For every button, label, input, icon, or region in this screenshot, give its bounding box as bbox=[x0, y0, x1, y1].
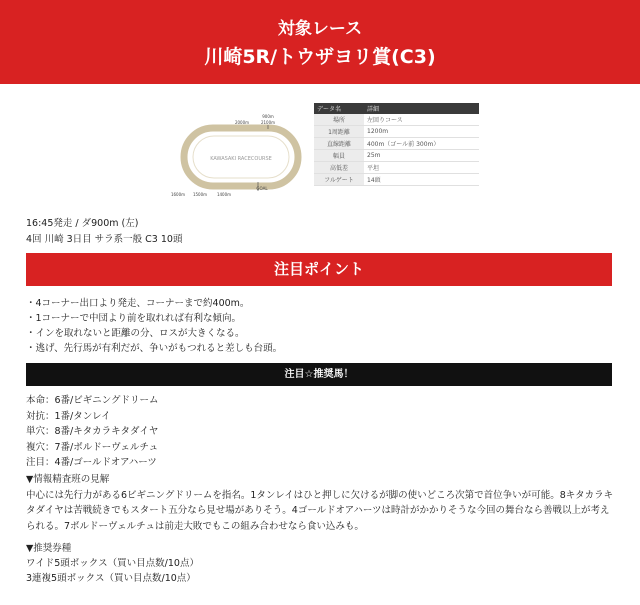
table-value: 14頭 bbox=[364, 174, 479, 186]
table-row bbox=[314, 174, 479, 186]
table-value: 400m（ゴール前 300m） bbox=[364, 138, 479, 150]
table-key: 高低差 bbox=[314, 162, 364, 174]
table-row bbox=[314, 114, 479, 126]
table-row bbox=[314, 162, 479, 174]
recommend-list bbox=[26, 393, 159, 471]
race-meeting-info: 4回 川崎 3日目 サラ系一般 C3 10頭 bbox=[26, 234, 183, 245]
mark-2000m: 2000m bbox=[234, 120, 250, 125]
course-map bbox=[160, 110, 310, 210]
ticket-item: 3連複5頭ボックス（買い目点数/10点） bbox=[26, 573, 196, 584]
list-item: 本命：6番/ビギニングドリーム bbox=[26, 395, 159, 406]
mark-2100m: 2100m bbox=[260, 120, 276, 125]
course-info-table bbox=[314, 103, 479, 186]
tickets-heading: ▼推奨券種 bbox=[26, 543, 72, 554]
mark-900m: 900m bbox=[262, 114, 274, 119]
table-value: 25m bbox=[364, 150, 479, 162]
table-key: フルゲート bbox=[314, 174, 364, 186]
banner-subtitle: 対象レース bbox=[277, 19, 363, 39]
list-item: 単穴：8番/キタカラキタダイヤ bbox=[26, 426, 159, 437]
table-key: 場所 bbox=[314, 114, 364, 126]
mark-1400m: 1400m bbox=[216, 192, 232, 197]
points-list bbox=[26, 296, 282, 356]
list-item: 複穴：7番/ボルドーヴェルチュ bbox=[26, 441, 159, 453]
list-item: ・1コーナーで中団より前を取れれば有利な傾向。 bbox=[26, 313, 242, 324]
mark-goal: GOAL bbox=[256, 186, 268, 191]
table-key: 1周距離 bbox=[314, 126, 364, 138]
race-title-banner bbox=[0, 0, 640, 84]
analysis-heading: ▼情報精査班の見解 bbox=[26, 474, 110, 485]
table-key: 幅員 bbox=[314, 150, 364, 162]
table-header: 詳細 bbox=[364, 103, 479, 114]
list-item: ・4コーナー出口より発走、コーナーまで約400m。 bbox=[26, 298, 250, 309]
ticket-item: ワイド5頭ボックス（買い目点数/10点） bbox=[26, 558, 199, 569]
list-item: 注目：4番/ゴールドオアハーツ bbox=[26, 457, 157, 468]
table-value: 1200m bbox=[364, 126, 479, 138]
table-value: 左回りコース bbox=[364, 114, 479, 126]
mark-1500m: 1500m bbox=[192, 192, 208, 197]
table-row bbox=[314, 126, 479, 138]
table-key: 直線距離 bbox=[314, 138, 364, 150]
analysis-text: 中心には先行力がある6ビギニングドリームを指名。1タンレイはひと押しに欠けるが脚の使いどころ次第で首位争いが可能。8キタカラキタダイヤは苦戦続きでもスタート五分なら見せ場がありそう。4ゴールドオアハーツは時計がかかりそうな今回の舞台なら善戦以上が考えられる。7ボルドーヴェルチュは前走大敗でもこの組み合わせなら食い込みも。 bbox=[26, 490, 614, 532]
banner-race-name: 川崎5R/トウザヨリ賞(C3) bbox=[204, 46, 436, 68]
table-value: 平坦 bbox=[364, 162, 479, 174]
course-watermark: KAWASAKI RACECOURSE bbox=[210, 156, 272, 162]
table-row bbox=[314, 138, 479, 150]
table-header: データ名 bbox=[314, 103, 364, 114]
list-item: ・逃げ、先行馬が有利だが、争いがもつれると差しも台頭。 bbox=[26, 343, 283, 354]
recommend-heading: 注目☆推奨馬！ bbox=[26, 363, 612, 386]
list-item: ・インを取れないと距離の分、ロスが大きくなる。 bbox=[26, 328, 245, 339]
points-heading: 注目ポイント bbox=[26, 253, 612, 286]
mark-1600m: 1600m bbox=[170, 192, 186, 197]
table-header-row bbox=[314, 103, 479, 114]
table-row bbox=[314, 150, 479, 162]
list-item: 対抗：1番/タンレイ bbox=[26, 410, 111, 422]
race-time-distance: 16:45発走 / ダ900m (左) bbox=[26, 218, 139, 229]
